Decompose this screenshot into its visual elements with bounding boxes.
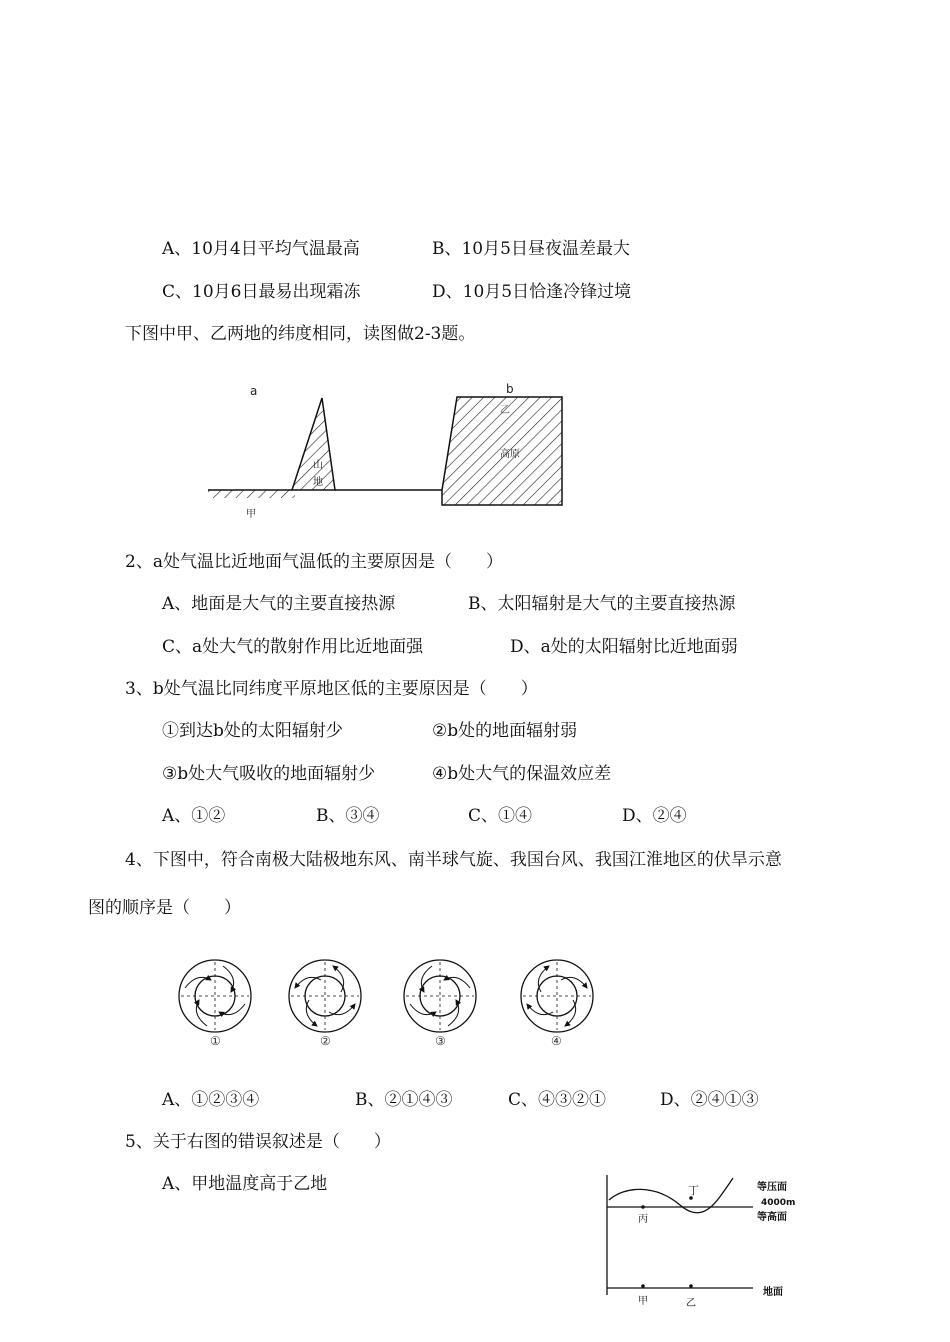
diagram-caption-1: ① [210,1034,221,1048]
circulation-diagram-1 [179,960,251,1032]
label-ground: 地面 [763,1287,783,1298]
isobar-figure [595,1170,815,1310]
label-isobar: 等压面 [757,1182,787,1193]
ground-hatch [208,490,295,498]
q1-option-b: B、10月5日昼夜温差最大 [432,239,630,259]
label-bing: 丙 [638,1214,648,1225]
q5-option-a: A、甲地温度高于乙地 [162,1174,328,1194]
wind-circulation-figure [175,950,605,1060]
label-jia: 甲 [246,509,256,520]
circulation-diagram-2 [289,960,361,1032]
diagram-caption-2: ② [320,1034,331,1048]
label-a: a [250,384,258,398]
q4-stem-line-2: 图的顺序是（ ） [88,898,241,918]
q3-stem: 3、b处气温比同纬度平原地区低的主要原因是（ ） [125,679,538,699]
q3-option-d: D、②④ [622,806,687,826]
label-b: b [506,382,514,396]
q2-stem: 2、a处气温比近地面气温低的主要原因是（ ） [125,552,503,572]
label-mountain-2: 地 [313,477,323,488]
q3-item-2: ②b处的地面辐射弱 [432,721,578,741]
q3-option-a: A、①② [162,806,226,826]
q4-option-a: A、①②③④ [162,1090,260,1110]
q3-option-c: C、①④ [468,806,533,826]
label-yi: 乙 [686,1298,696,1309]
q4-option-c: C、④③②① [508,1090,607,1110]
q2-option-a: A、地面是大气的主要直接热源 [162,594,396,614]
q1-option-d: D、10月5日恰逢冷锋过境 [432,282,632,302]
q3-item-3: ③b处大气吸收的地面辐射少 [162,764,376,784]
diagram-caption-4: ④ [551,1034,562,1048]
intro-2-3: 下图中甲、乙两地的纬度相同，读图做2-3题。 [125,324,476,344]
label-yi: 乙 [500,405,510,416]
q5-stem: 5、关于右图的错误叙述是（ ） [125,1132,391,1152]
q3-item-1: ①到达b处的太阳辐射少 [162,721,343,741]
q3-option-b: B、③④ [316,806,380,826]
label-isoheight: 等高面 [757,1212,787,1223]
q3-item-4: ④b处大气的保温效应差 [432,764,612,784]
q2-option-d: D、a处的太阳辐射比近地面弱 [510,637,738,657]
label-height: 4000m [761,1198,796,1208]
label-mountain-1: 山 [313,460,323,471]
label-jia: 甲 [638,1296,648,1307]
circulation-diagram-3 [404,960,476,1032]
q4-option-d: D、②④①③ [660,1090,759,1110]
q1-option-a: A、10月4日平均气温最高 [162,239,360,259]
q1-option-c: C、10月6日最易出现霜冻 [162,282,361,302]
q4-stem-line-1: 4、下图中，符合南极大陆极地东风、南半球气旋、我国台风、我国江淮地区的伏旱示意 [125,850,782,870]
terrain-profile-figure [200,375,570,525]
circulation-diagram-4 [521,960,593,1032]
q2-option-b: B、太阳辐射是大气的主要直接热源 [468,594,736,614]
q4-option-b: B、②①④③ [355,1090,453,1110]
q2-option-c: C、a处大气的散射作用比近地面强 [162,637,424,657]
label-ding: 丁 [688,1184,699,1197]
diagram-caption-3: ③ [435,1034,446,1048]
label-plateau: 高原 [500,449,520,460]
